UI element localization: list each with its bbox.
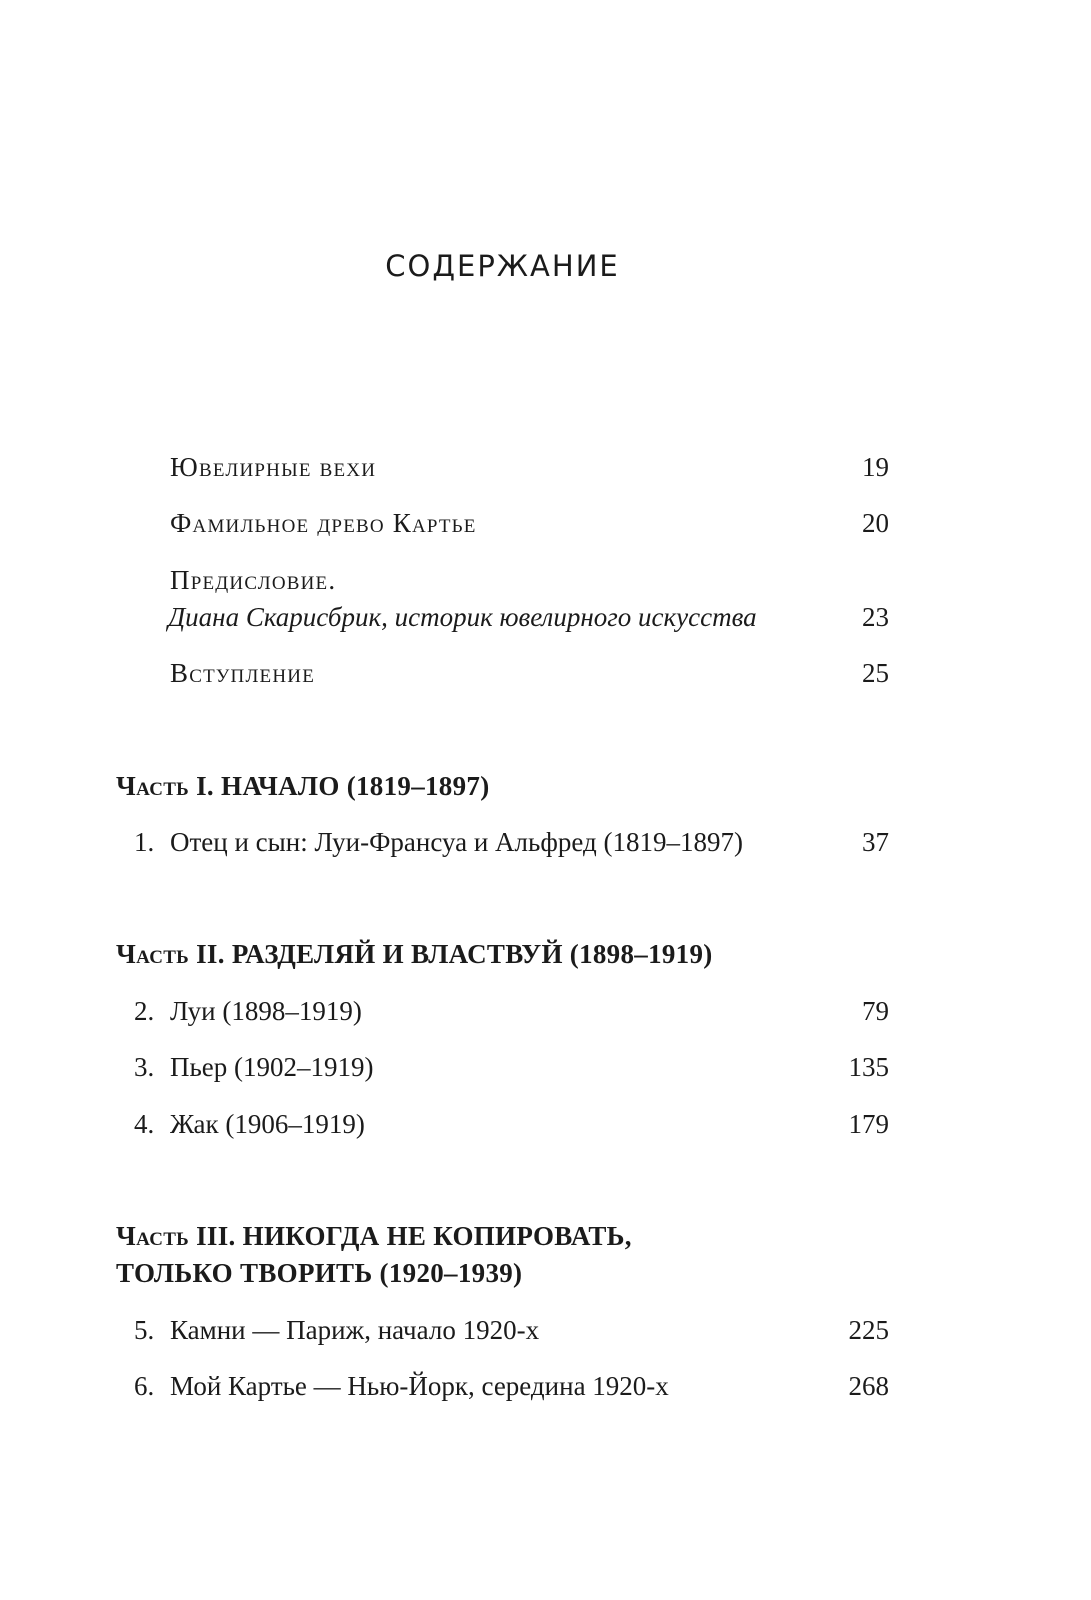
toc-entry-subtitle: Диана Скарисбрик, историк ювелирного искусства bbox=[168, 602, 757, 632]
toc-entry[interactable] bbox=[0, 653, 1091, 693]
toc-entry[interactable] bbox=[0, 503, 1091, 543]
chapter-page: 37 bbox=[862, 827, 889, 857]
toc-chapter[interactable] bbox=[0, 822, 1091, 862]
toc-entry[interactable] bbox=[0, 560, 1091, 600]
chapter-page: 225 bbox=[848, 1315, 889, 1345]
toc-chapter[interactable] bbox=[0, 1310, 1091, 1350]
part-heading[interactable] bbox=[0, 766, 1091, 806]
part-heading[interactable] bbox=[0, 934, 1091, 974]
toc-entry[interactable] bbox=[0, 447, 1091, 487]
chapter-number: 2. bbox=[134, 996, 155, 1026]
chapter-page: 135 bbox=[848, 1052, 889, 1082]
toc-entry-title: Фамильное древо Картье bbox=[170, 508, 477, 538]
chapter-number: 4. bbox=[134, 1109, 155, 1139]
chapter-number: 3. bbox=[134, 1052, 155, 1082]
chapter-number: 1. bbox=[134, 827, 155, 857]
part-heading[interactable] bbox=[0, 1216, 1091, 1256]
page-title: СОДЕРЖАНИЕ bbox=[385, 249, 620, 283]
part-title: НАЧАЛО (1819–1897) bbox=[221, 771, 490, 801]
part-label: Часть I. bbox=[116, 771, 214, 801]
toc-chapter[interactable] bbox=[0, 1104, 1091, 1144]
part-title: РАЗДЕЛЯЙ И ВЛАСТВУЙ (1898–1919) bbox=[231, 939, 713, 969]
chapter-title: Мой Картье — Нью-Йорк, середина 1920-х bbox=[170, 1371, 669, 1401]
chapter-title: Жак (1906–1919) bbox=[170, 1109, 365, 1139]
toc-entry-page: 19 bbox=[862, 452, 889, 482]
chapter-title: Отец и сын: Луи-Франсуа и Альфред (1819–1897) bbox=[170, 827, 743, 857]
toc-chapter[interactable] bbox=[0, 1047, 1091, 1087]
chapter-title: Пьер (1902–1919) bbox=[170, 1052, 374, 1082]
toc-entry-page: 20 bbox=[862, 508, 889, 538]
part-title: НИКОГДА НЕ КОПИРОВАТЬ, bbox=[242, 1221, 632, 1251]
chapter-title: Луи (1898–1919) bbox=[170, 996, 362, 1026]
chapter-page: 179 bbox=[848, 1109, 889, 1139]
chapter-page: 79 bbox=[862, 996, 889, 1026]
part-label: Часть II. bbox=[116, 939, 225, 969]
part-title-line2: ТОЛЬКО ТВОРИТЬ (1920–1939) bbox=[116, 1258, 523, 1288]
chapter-number: 6. bbox=[134, 1371, 155, 1401]
toc-entry-page: 25 bbox=[862, 658, 889, 688]
part-heading-continued bbox=[0, 1253, 1091, 1293]
toc-entry-subtitle-line[interactable] bbox=[0, 597, 1091, 637]
toc-entry-page: 23 bbox=[862, 602, 889, 632]
toc-entry-title: Ювелирные вехи bbox=[170, 452, 377, 482]
toc-entry-title: Вступление bbox=[170, 658, 316, 688]
toc-chapter[interactable] bbox=[0, 1366, 1091, 1406]
chapter-page: 268 bbox=[848, 1371, 889, 1401]
chapter-title: Камни — Париж, начало 1920-х bbox=[170, 1315, 540, 1345]
toc-entry-title: Предисловие. bbox=[170, 565, 337, 595]
part-label: Часть III. bbox=[116, 1221, 236, 1251]
toc-chapter[interactable] bbox=[0, 991, 1091, 1031]
chapter-number: 5. bbox=[134, 1315, 155, 1345]
